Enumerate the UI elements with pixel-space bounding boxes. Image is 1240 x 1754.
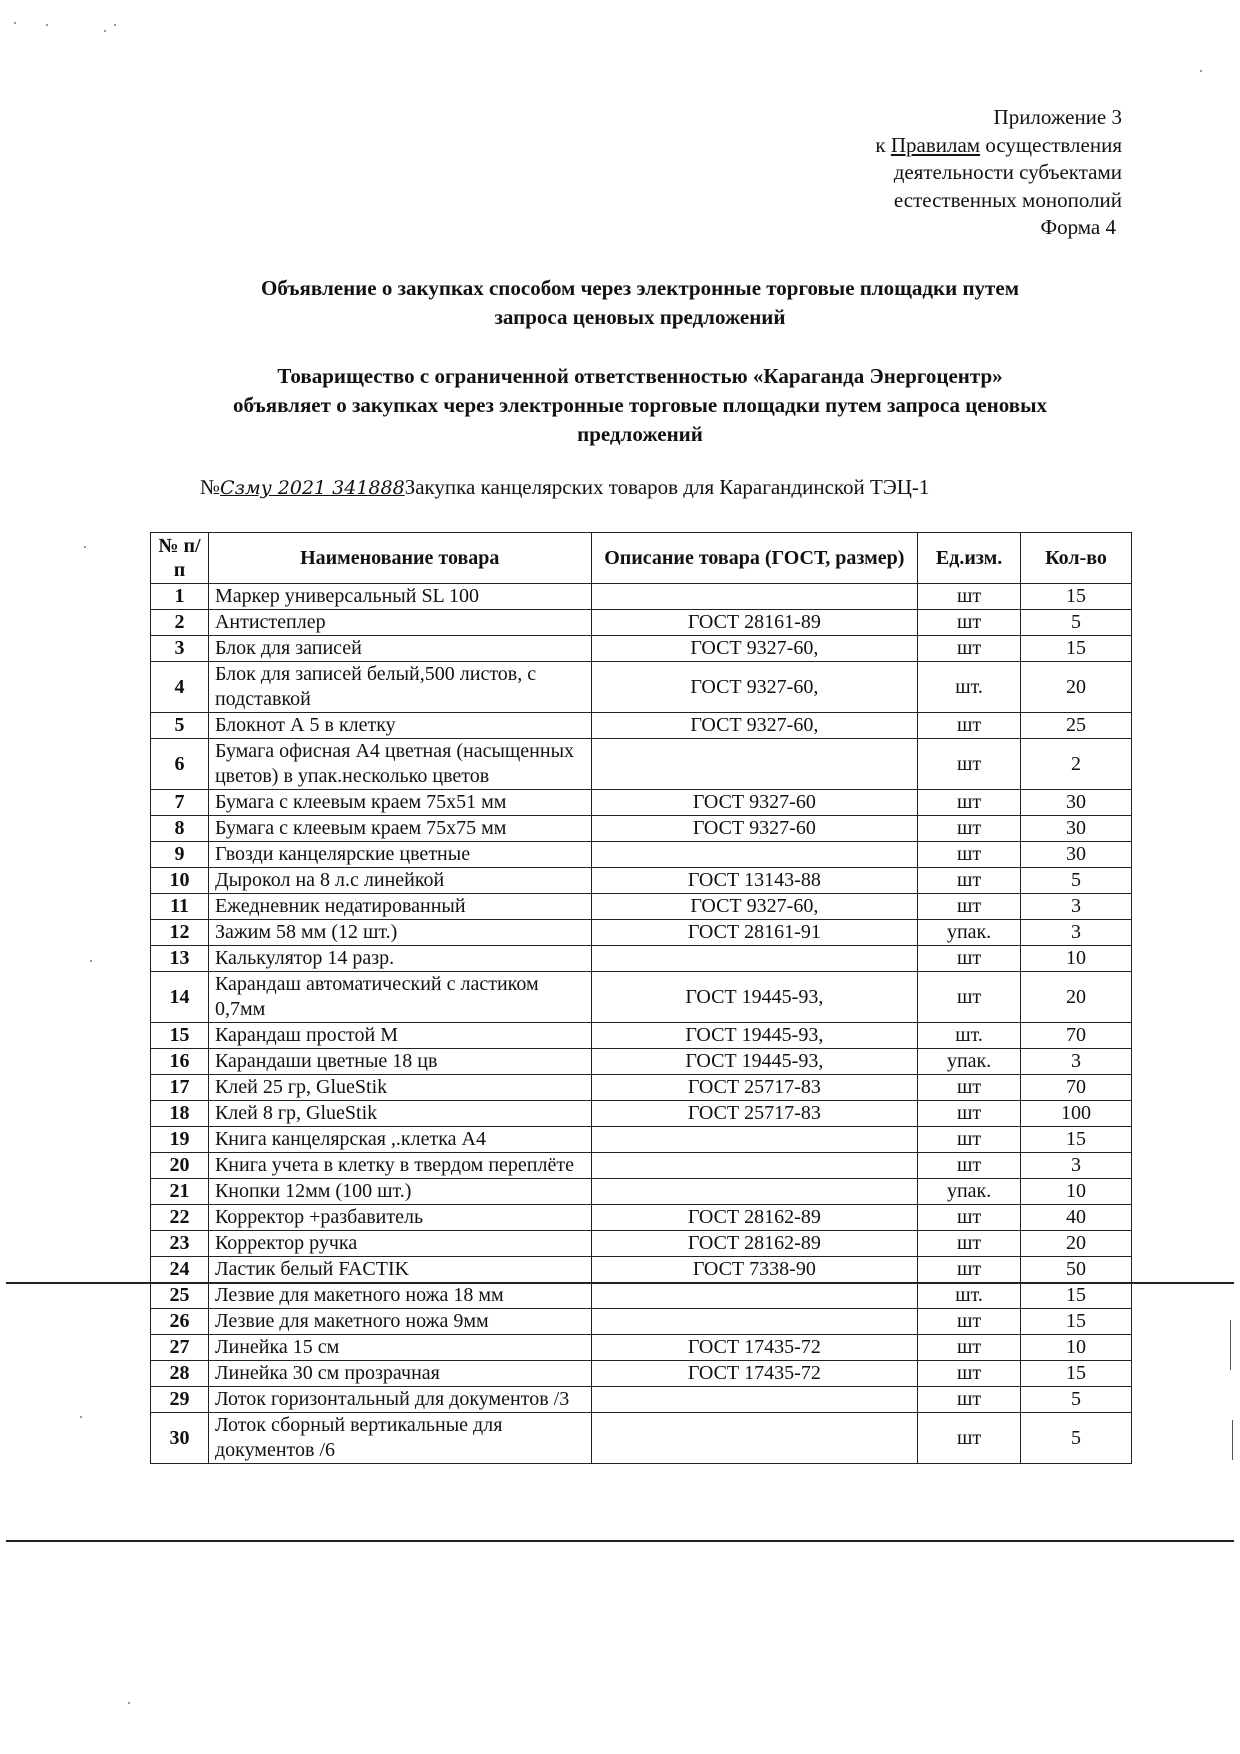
item-description [591, 1153, 918, 1179]
table-row [151, 610, 1132, 636]
item-quantity: 100 [1021, 1101, 1132, 1127]
item-quantity: 5 [1021, 1387, 1132, 1413]
item-quantity: 15 [1021, 1127, 1132, 1153]
item-description: ГОСТ 13143-88 [591, 868, 918, 894]
item-unit: упак. [918, 1049, 1021, 1075]
table-row [151, 584, 1132, 610]
item-unit: шт [918, 739, 1021, 790]
item-name: Клей 8 гр, GlueStik [208, 1101, 591, 1127]
item-unit: шт [918, 1075, 1021, 1101]
table-row [151, 713, 1132, 739]
item-unit: шт [918, 1205, 1021, 1231]
item-name: Бумага с клеевым краем 75х51 мм [208, 790, 591, 816]
item-name: Карандаш простой М [208, 1023, 591, 1049]
item-unit: шт [918, 1153, 1021, 1179]
item-name: Книга учета в клетку в твердом переплёте [208, 1153, 591, 1179]
item-description: ГОСТ 28162-89 [591, 1231, 918, 1257]
item-unit: шт [918, 584, 1021, 610]
row-number: 23 [151, 1231, 209, 1257]
item-description: ГОСТ 19445-93, [591, 1049, 918, 1075]
table-row [151, 1283, 1132, 1309]
item-name: Лезвие для макетного ножа 9мм [208, 1309, 591, 1335]
appendix-prefix: к [875, 132, 886, 157]
item-unit: шт [918, 1413, 1021, 1464]
item-description: ГОСТ 9327-60, [591, 713, 918, 739]
row-number: 14 [151, 972, 209, 1023]
item-quantity: 20 [1021, 1231, 1132, 1257]
item-description [591, 1283, 918, 1309]
item-quantity: 15 [1021, 1361, 1132, 1387]
row-number: 2 [151, 610, 209, 636]
item-description: ГОСТ 28161-89 [591, 610, 918, 636]
appendix-line-1: Приложение 3 [993, 105, 1122, 129]
item-description [591, 739, 918, 790]
row-number: 8 [151, 816, 209, 842]
item-unit: шт [918, 842, 1021, 868]
item-name: Корректор ручка [208, 1231, 591, 1257]
appendix-line-2 [875, 132, 1122, 160]
table-row [151, 662, 1132, 713]
row-number: 12 [151, 920, 209, 946]
item-description: ГОСТ 9327-60, [591, 662, 918, 713]
item-quantity: 3 [1021, 1153, 1132, 1179]
row-number: 30 [151, 1413, 209, 1464]
table-row [151, 1413, 1132, 1464]
item-unit: шт [918, 1309, 1021, 1335]
row-number: 5 [151, 713, 209, 739]
table-row [151, 972, 1132, 1023]
item-name: Клей 25 гр, GlueStik [208, 1075, 591, 1101]
item-quantity: 15 [1021, 636, 1132, 662]
row-number: 1 [151, 584, 209, 610]
item-description: ГОСТ 7338-90 [591, 1257, 918, 1283]
item-quantity: 3 [1021, 920, 1132, 946]
item-quantity: 40 [1021, 1205, 1132, 1231]
rules-link[interactable]: Правилам [890, 132, 981, 157]
table-row [151, 1309, 1132, 1335]
row-number: 7 [151, 790, 209, 816]
item-name: Лоток горизонтальный для документов /3 [208, 1387, 591, 1413]
item-unit: шт [918, 713, 1021, 739]
item-unit: шт [918, 894, 1021, 920]
table-row [151, 816, 1132, 842]
item-quantity: 15 [1021, 584, 1132, 610]
item-unit: шт [918, 610, 1021, 636]
header-num: № п/п [151, 533, 209, 584]
item-description [591, 1387, 918, 1413]
table-row [151, 1023, 1132, 1049]
item-name: Лоток сборный вертикальные для документов /6 [208, 1413, 591, 1464]
table-row [151, 894, 1132, 920]
appendix-line-3: деятельности субъектами [893, 160, 1122, 184]
table-row [151, 1205, 1132, 1231]
item-quantity: 15 [1021, 1309, 1132, 1335]
item-quantity: 10 [1021, 1179, 1132, 1205]
title-line-1: Объявление о закупках способом через электронные торговые площадки путем [261, 276, 1019, 300]
item-unit: шт. [918, 1023, 1021, 1049]
row-number: 16 [151, 1049, 209, 1075]
item-description [591, 1413, 918, 1464]
row-number: 27 [151, 1335, 209, 1361]
lot-line [200, 475, 929, 500]
row-number: 24 [151, 1257, 209, 1283]
item-quantity: 30 [1021, 842, 1132, 868]
item-quantity: 20 [1021, 972, 1132, 1023]
item-description: ГОСТ 9327-60 [591, 816, 918, 842]
item-description: ГОСТ 17435-72 [591, 1361, 918, 1387]
header-qty: Кол-во [1021, 533, 1132, 584]
item-unit: шт [918, 868, 1021, 894]
row-number: 17 [151, 1075, 209, 1101]
row-number: 28 [151, 1361, 209, 1387]
item-unit: шт. [918, 1283, 1021, 1309]
announcement-title [160, 274, 1120, 332]
item-description [591, 946, 918, 972]
title-line-2: запроса ценовых предложений [494, 305, 786, 329]
row-number: 9 [151, 842, 209, 868]
item-quantity: 15 [1021, 1283, 1132, 1309]
table-row [151, 868, 1132, 894]
header-desc: Описание товара (ГОСТ, размер) [591, 533, 918, 584]
row-number: 20 [151, 1153, 209, 1179]
table-row [151, 1257, 1132, 1283]
item-quantity: 3 [1021, 1049, 1132, 1075]
table-row [151, 842, 1132, 868]
item-unit: шт [918, 816, 1021, 842]
item-name: Антистеплер [208, 610, 591, 636]
item-description [591, 1309, 918, 1335]
row-number: 26 [151, 1309, 209, 1335]
lot-text: Закупка канцелярских товаров для Карагандинской ТЭЦ-1 [404, 475, 930, 499]
item-name: Зажим 58 мм (12 шт.) [208, 920, 591, 946]
item-name: Ежедневник недатированный [208, 894, 591, 920]
item-name: Карандаши цветные 18 цв [208, 1049, 591, 1075]
item-description: ГОСТ 19445-93, [591, 972, 918, 1023]
header-name: Наименование товара [208, 533, 591, 584]
table-row [151, 1075, 1132, 1101]
row-number: 29 [151, 1387, 209, 1413]
organizer-line-1: Товарищество с ограниченной ответственностью «Караганда Энергоцентр» [277, 364, 1003, 388]
items-table [150, 532, 1132, 1464]
item-unit: шт [918, 946, 1021, 972]
appendix-rest: осуществления [985, 132, 1122, 157]
item-description: ГОСТ 9327-60, [591, 894, 918, 920]
row-number: 19 [151, 1127, 209, 1153]
row-number: 18 [151, 1101, 209, 1127]
item-unit: шт [918, 636, 1021, 662]
table-row [151, 1101, 1132, 1127]
row-number: 21 [151, 1179, 209, 1205]
row-number: 10 [151, 868, 209, 894]
appendix-block [875, 104, 1122, 242]
item-description: ГОСТ 28161-91 [591, 920, 918, 946]
lot-prefix: № [200, 475, 221, 499]
table-row [151, 1179, 1132, 1205]
item-name: Блокнот А 5 в клетку [208, 713, 591, 739]
item-name: Линейка 30 см прозрачная [208, 1361, 591, 1387]
table-row [151, 636, 1132, 662]
table-row [151, 1049, 1132, 1075]
table-row [151, 1231, 1132, 1257]
item-quantity: 10 [1021, 1335, 1132, 1361]
organizer-statement [160, 362, 1120, 449]
table-row [151, 1153, 1132, 1179]
table-row [151, 790, 1132, 816]
item-description: ГОСТ 25717-83 [591, 1101, 918, 1127]
item-name: Маркер универсальный SL 100 [208, 584, 591, 610]
item-description: ГОСТ 25717-83 [591, 1075, 918, 1101]
item-description: ГОСТ 28162-89 [591, 1205, 918, 1231]
item-name: Кнопки 12мм (100 шт.) [208, 1179, 591, 1205]
organizer-line-2: объявляет о закупках через электронные торговые площадки путем запроса ценовых [233, 393, 1047, 417]
item-name: Блок для записей [208, 636, 591, 662]
item-quantity: 5 [1021, 868, 1132, 894]
item-name: Дырокол на 8 л.с линейкой [208, 868, 591, 894]
row-number: 6 [151, 739, 209, 790]
item-unit: упак. [918, 1179, 1021, 1205]
item-name: Книга канцелярская ,.клетка А4 [208, 1127, 591, 1153]
row-number: 13 [151, 946, 209, 972]
item-unit: шт [918, 1361, 1021, 1387]
item-quantity: 70 [1021, 1075, 1132, 1101]
item-description [591, 842, 918, 868]
item-name: Карандаш автоматический с ластиком 0,7мм [208, 972, 591, 1023]
row-number: 22 [151, 1205, 209, 1231]
item-unit: шт [918, 1231, 1021, 1257]
item-description [591, 1179, 918, 1205]
item-unit: шт [918, 1387, 1021, 1413]
row-number: 15 [151, 1023, 209, 1049]
item-unit: шт [918, 1257, 1021, 1283]
item-name: Линейка 15 см [208, 1335, 591, 1361]
appendix-line-4: естественных монополий [893, 187, 1122, 212]
item-quantity: 20 [1021, 662, 1132, 713]
item-unit: шт [918, 972, 1021, 1023]
item-name: Лезвие для макетного ножа 18 мм [208, 1283, 591, 1309]
item-description [591, 1127, 918, 1153]
item-unit: упак. [918, 920, 1021, 946]
item-name: Бумага с клеевым краем 75х75 мм [208, 816, 591, 842]
item-quantity: 70 [1021, 1023, 1132, 1049]
table-row [151, 1335, 1132, 1361]
organizer-line-3: предложений [577, 422, 703, 446]
table-row [151, 1361, 1132, 1387]
table-row [151, 739, 1132, 790]
item-description [591, 584, 918, 610]
item-quantity: 30 [1021, 816, 1132, 842]
item-name: Корректор +разбавитель [208, 1205, 591, 1231]
item-name: Гвозди канцелярские цветные [208, 842, 591, 868]
item-description: ГОСТ 9327-60 [591, 790, 918, 816]
row-number: 25 [151, 1283, 209, 1309]
row-number: 4 [151, 662, 209, 713]
item-name: Блок для записей белый,500 листов, с подставкой [208, 662, 591, 713]
item-unit: шт. [918, 662, 1021, 713]
item-description: ГОСТ 17435-72 [591, 1335, 918, 1361]
table-row [151, 1387, 1132, 1413]
item-unit: шт [918, 1101, 1021, 1127]
item-unit: шт [918, 790, 1021, 816]
item-name: Калькулятор 14 разр. [208, 946, 591, 972]
form-number: Форма 4 [1040, 215, 1116, 239]
item-quantity: 2 [1021, 739, 1132, 790]
item-description: ГОСТ 19445-93, [591, 1023, 918, 1049]
item-quantity: 50 [1021, 1257, 1132, 1283]
table-row [151, 920, 1132, 946]
item-quantity: 3 [1021, 894, 1132, 920]
item-name: Бумага офисная А4 цветная (насыщенных цветов) в упак.несколько цветов [208, 739, 591, 790]
item-description: ГОСТ 9327-60, [591, 636, 918, 662]
table-row [151, 946, 1132, 972]
item-quantity: 10 [1021, 946, 1132, 972]
item-quantity: 25 [1021, 713, 1132, 739]
item-name: Ластик белый FACTIK [208, 1257, 591, 1283]
item-quantity: 30 [1021, 790, 1132, 816]
item-unit: шт [918, 1127, 1021, 1153]
table-header-row [151, 533, 1132, 584]
table-row [151, 1127, 1132, 1153]
lot-number: Сзму 2021 341888 [220, 477, 405, 499]
item-quantity: 5 [1021, 1413, 1132, 1464]
header-unit: Ед.изм. [918, 533, 1021, 584]
item-unit: шт [918, 1335, 1021, 1361]
row-number: 11 [151, 894, 209, 920]
item-quantity: 5 [1021, 610, 1132, 636]
row-number: 3 [151, 636, 209, 662]
